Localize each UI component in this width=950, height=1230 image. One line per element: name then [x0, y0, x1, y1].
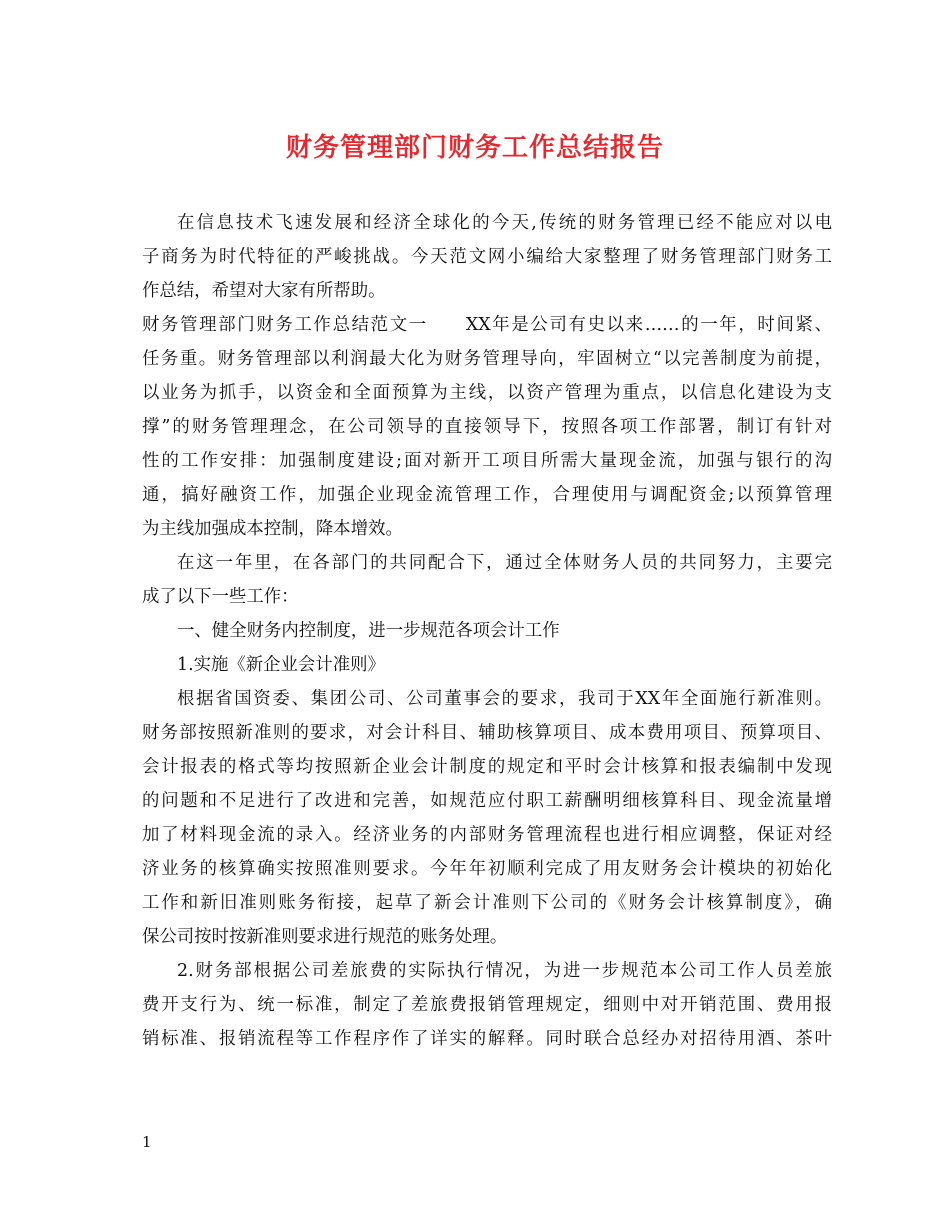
paragraph-line: 根据省国资委、集团公司、公司董事会的要求，我司于XX年全面施行新准则。: [177, 689, 832, 709]
paragraph-line: 子商务为时代特征的严峻挑战。今天范文网小编给大家整理了财务管理部门财务工: [142, 247, 832, 267]
paragraph-line: 以业务为抓手，以资金和全面预算为主线，以资产管理为重点，以信息化建设为支: [142, 383, 832, 403]
paragraph-line: 在这一年里，在各部门的共同配合下，通过全体财务人员的共同努力，主要完: [177, 553, 832, 573]
paragraph-line: 工作和新旧准则账务衔接，起草了新会计准则下公司的《财务会计核算制度》，确: [142, 893, 832, 913]
paragraph-line: 为主线加强成本控制，降本增效。: [142, 519, 403, 539]
subsection-heading: 1.实施《新企业会计准则》: [177, 655, 385, 675]
paragraph-line: 销标准、报销流程等工作程序作了详实的解释。同时联合总经办对招待用酒、茶叶: [142, 1029, 832, 1049]
paragraph-line: 性的工作安排：加强制度建设;面对新开工项目所需大量现金流，加强与银行的沟: [142, 451, 832, 471]
document-title: 财务管理部门财务工作总结报告: [285, 133, 664, 163]
paragraph-line: 作总结，希望对大家有所帮助。: [142, 281, 386, 301]
paragraph-line: 的问题和不足进行了改进和完善，如规范应付职工薪酬明细核算科目、现金流量增: [142, 791, 832, 811]
paragraph-line: [142, 308, 832, 342]
paragraph-line: 费开支行为、统一标准，制定了差旅费报销管理规定，细则中对开销范围、费用报: [142, 995, 832, 1015]
paragraph-line: 成了以下一些工作：: [142, 587, 299, 607]
paragraph-line: 济业务的核算确实按照准则要求。今年年初顺利完成了用友财务会计模块的初始化: [142, 859, 832, 879]
paragraph-line: 保公司按时按新准则要求进行规范的账务处理。: [142, 927, 508, 947]
page-number: 1: [142, 1133, 152, 1151]
paragraph-line: 2.财务部根据公司差旅费的实际执行情况，为进一步规范本公司工作人员差旅: [177, 961, 832, 981]
section-heading: 一、健全财务内控制度，进一步规范各项会计工作: [177, 621, 560, 641]
paragraph-line: 任务重。财务管理部以利润最大化为财务管理导向，牢固树立“以完善制度为前提，: [142, 349, 832, 369]
paragraph-line: 撑”的财务管理理念，在公司领导的直接领导下，按照各项工作部署，制订有针对: [142, 417, 832, 437]
paragraph-line: 通，搞好融资工作，加强企业现金流管理工作，合理使用与调配资金;以预算管理: [142, 485, 832, 505]
paragraph-line: 在信息技术飞速发展和经济全球化的今天,传统的财务管理已经不能应对以电: [177, 213, 832, 233]
paragraph-line: 加了材料现金流的录入。经济业务的内部财务管理流程也进行相应调整，保证对经: [142, 825, 832, 845]
paragraph-line: 财务部按照新准则的要求，对会计科目、辅助核算项目、成本费用项目、预算项目、: [142, 723, 832, 743]
paragraph-text: XX年是公司有史以来……的一年，时间紧、: [465, 315, 832, 335]
section-heading: 财务管理部门财务工作总结范文一: [142, 315, 428, 335]
paragraph-line: 会计报表的格式等均按照新企业会计制度的规定和平时会计核算和报表编制中发现: [142, 757, 832, 777]
